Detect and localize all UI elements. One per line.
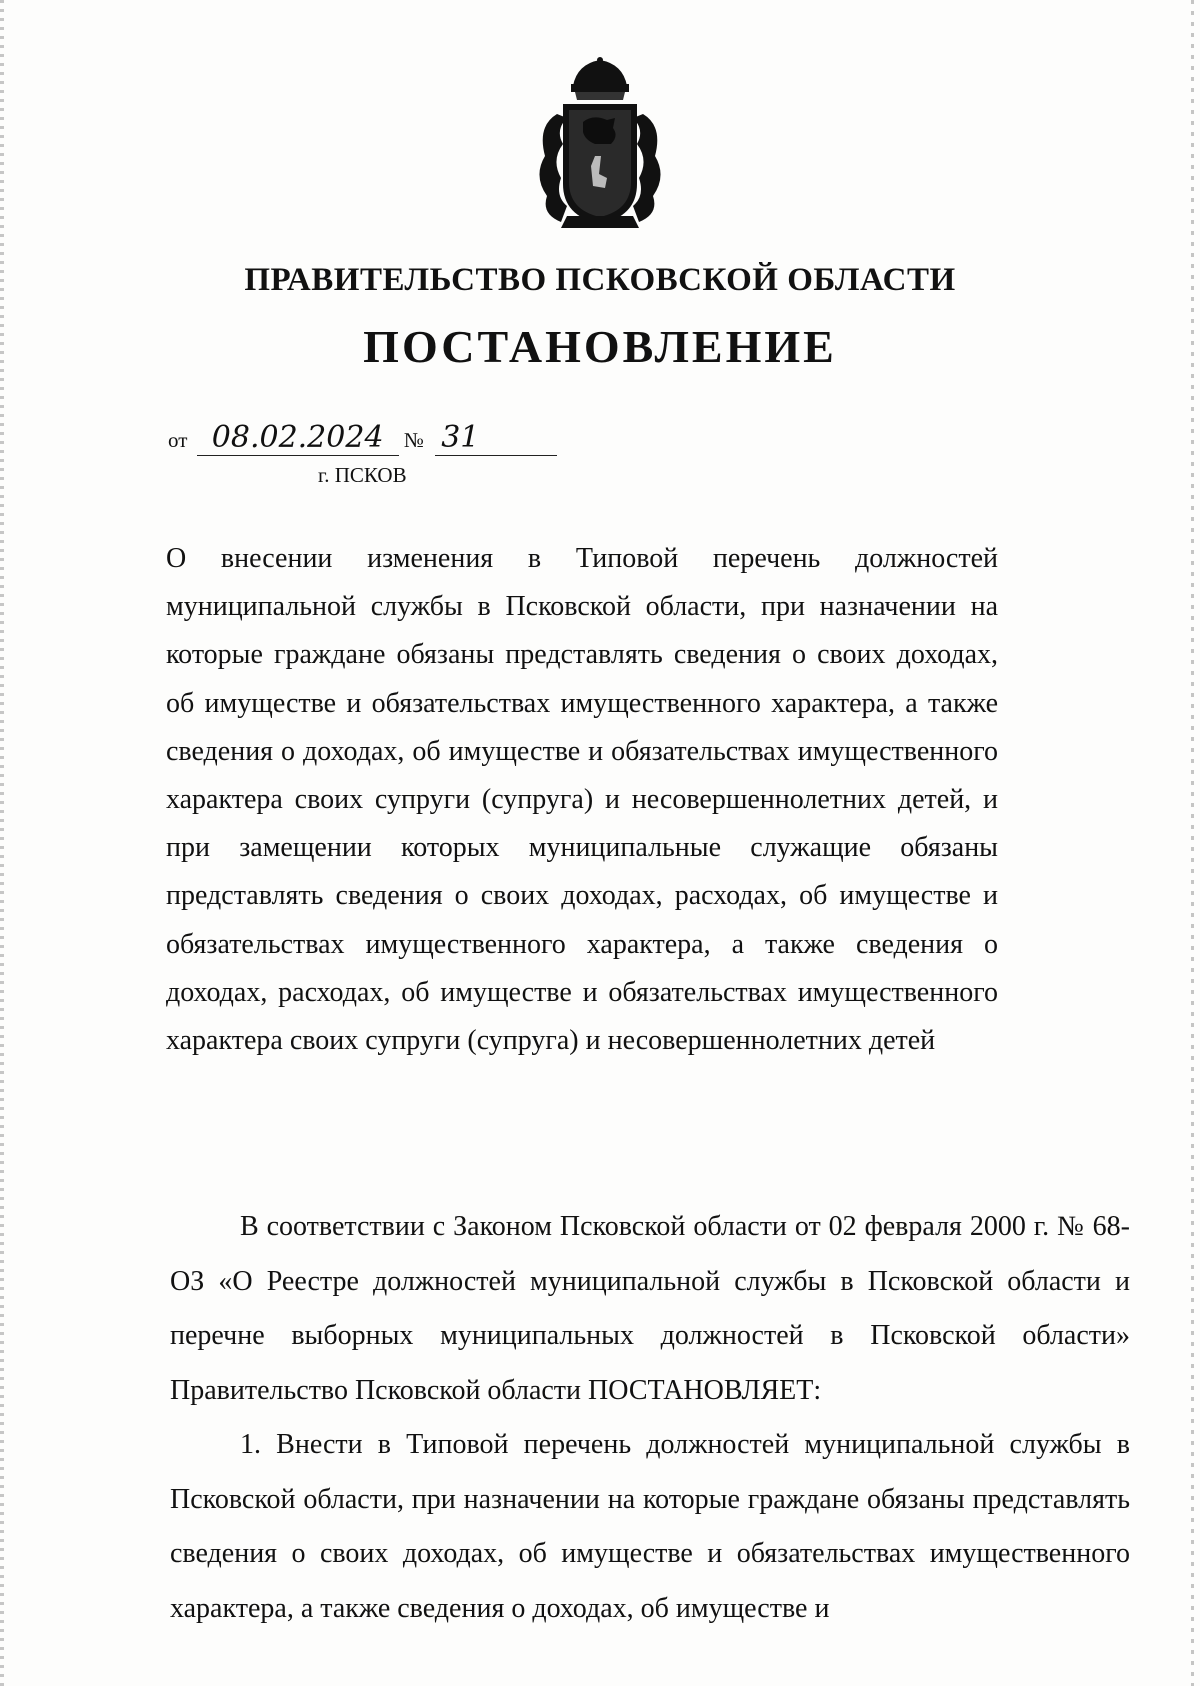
registration-line bbox=[168, 420, 557, 456]
document-type: ПОСТАНОВЛЕНИЕ bbox=[363, 321, 837, 372]
scan-edge-left bbox=[0, 0, 4, 1686]
city-name: г. ПСКОВ bbox=[318, 463, 407, 487]
number-value: 31 bbox=[435, 420, 557, 456]
coat-of-arms-icon bbox=[527, 56, 673, 232]
number-label: № bbox=[403, 428, 424, 452]
scan-edge-right bbox=[1191, 0, 1194, 1686]
date-value: 08.02.2024 bbox=[197, 420, 399, 456]
organization-name: ПРАВИТЕЛЬСТВО ПСКОВСКОЙ ОБЛАСТИ bbox=[244, 262, 956, 298]
document-body bbox=[170, 1200, 1130, 1636]
preamble-paragraph: В соответствии с Законом Псковской области от 02 февраля 2000 г. № 68-ОЗ «О Реестре должностей муниципальной службы в Псковской области и перечне выборных муниципальных должностей в Псковской области» Правительство Псковской области ПОСТАНОВЛЯЕТ: bbox=[170, 1211, 1130, 1406]
date-label: от bbox=[168, 428, 188, 452]
document-title: О внесении изменения в Типовой перечень должностей муниципальной службы в Псковской области, при назначении на которые граждане обязаны представлять сведения о своих доходах, об имуществе и обязательствах имущественного характера, а также сведения о доходах, об имуществе и обязательствах имущественного характера своих супруги (супруга) и несовершеннолетних детей, и при замещении которых муниципальные служащие обязаны представлять сведения о своих доходах, расходах, об имуществе и обязательствах имущественного характера, а также сведения о доходах, расходах, об имуществе и обязательствах имущественного характера своих супруги (супруга) и несовершеннолетних детей bbox=[166, 543, 998, 1057]
item-1-paragraph: 1. Внести в Типовой перечень должностей муниципальной службы в Псковской области, при назначении на которые граждане обязаны представлять сведения о своих доходах, об имуществе и обязательствах имущественного характера, а также сведения о доходах, об имуществе и bbox=[170, 1429, 1130, 1624]
